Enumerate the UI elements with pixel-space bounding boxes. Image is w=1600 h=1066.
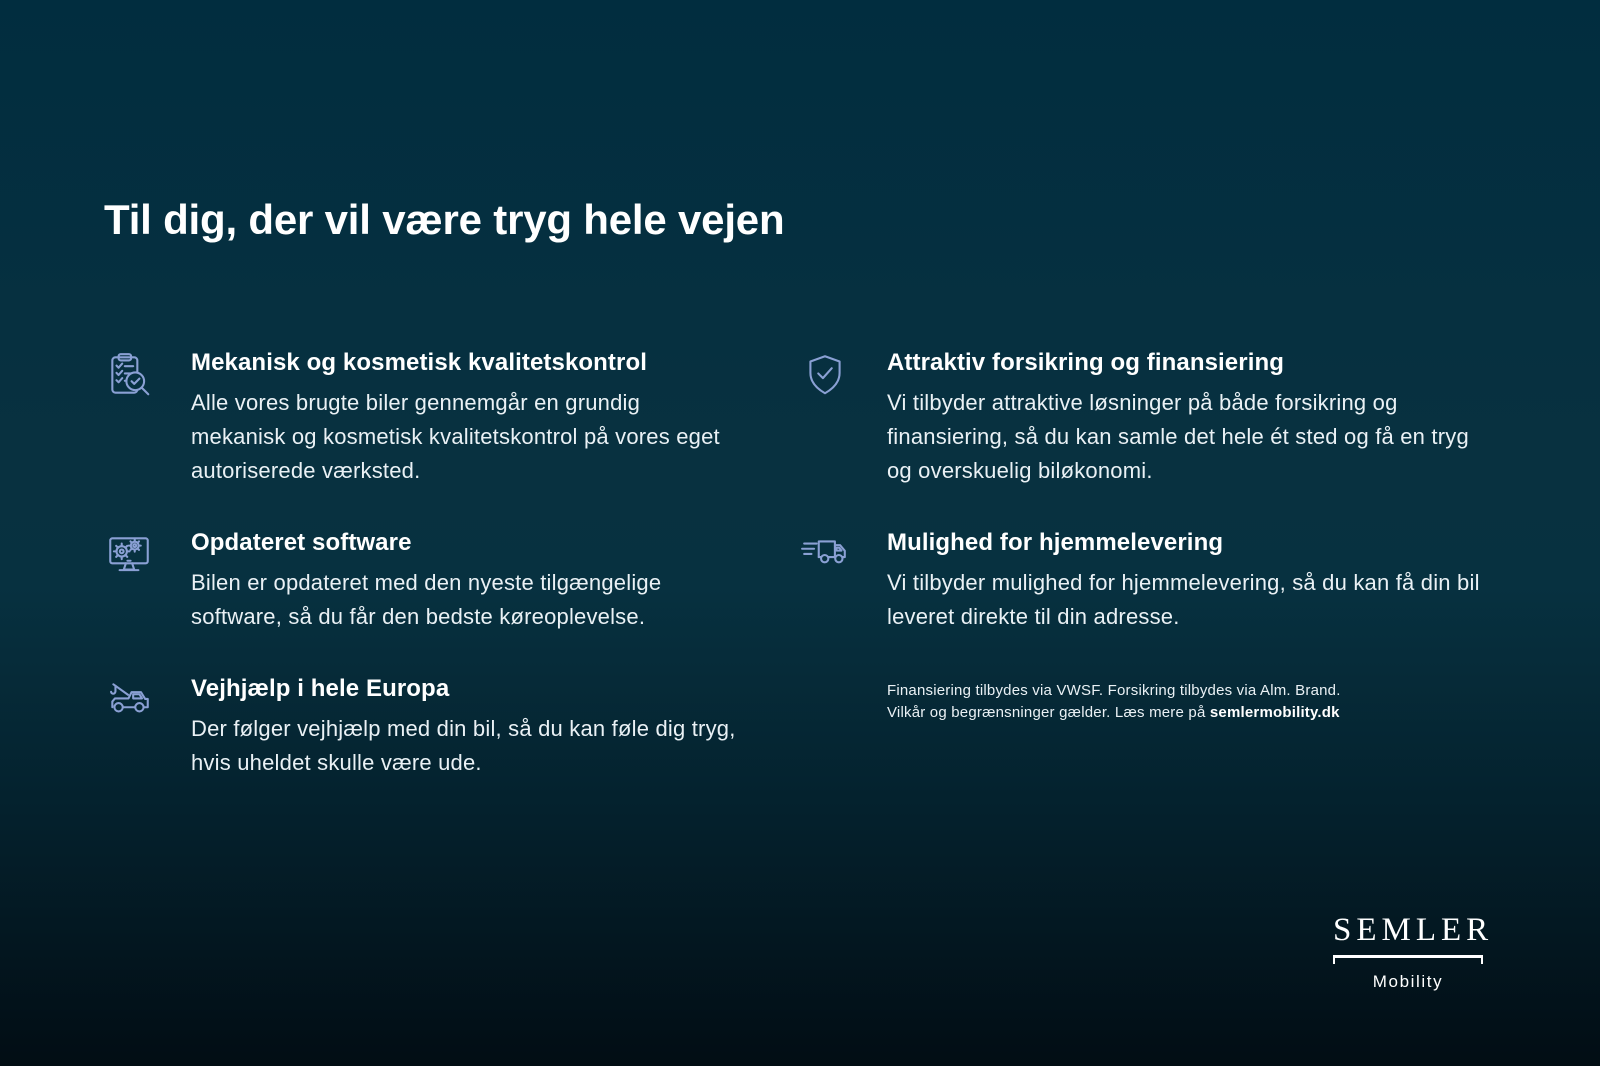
feature-heading: Mulighed for hjemmelevering [887,529,1224,556]
logo-wordmark: SEMLER [1333,912,1494,948]
feature-quality-control [104,348,800,488]
feature-updated-software [104,528,800,634]
feature-heading: Mekanisk og kosmetisk kvalitetskontrol [191,349,647,376]
logo-rule [1333,955,1483,964]
logo-subtitle: Mobility [1372,972,1444,991]
delivery-truck-icon [800,530,850,580]
feature-heading: Vejhjælp i hele Europa [191,675,450,702]
disclaimer [887,680,1500,724]
feature-text [191,674,800,780]
feature-text [191,528,800,634]
features-column-right [800,348,1500,724]
feature-body: Vi tilbyder mulighed for hjemmelevering, så du kan få din bil leveret direkte til din adresse. [887,570,1480,629]
semler-mobility-logo [1333,912,1494,992]
disclaimer-row [800,674,1500,724]
feature-heading: Opdateret software [191,529,412,556]
feature-body: Vi tilbyder attraktive løsninger på både forsikring og finansiering, så du kan samle det hele ét sted og få en tryg og overskuelig biløkonomi. [887,390,1469,483]
disclaimer-line2 [887,702,1500,724]
page-title: Til dig, der vil være tryg hele vejen [104,196,785,243]
feature-insurance-financing [800,348,1500,488]
features-column-left [104,348,800,780]
shield-check-icon [800,350,850,400]
feature-body: Der følger vejhjælp med din bil, så du kan føle dig tryg, hvis uheldet skulle være ude. [191,716,736,775]
monitor-gears-icon [104,530,154,580]
disclaimer-line2-text: Vilkår og begrænsninger gælder. Læs mere på [887,704,1210,721]
feature-text [887,528,1500,634]
feature-roadside-assistance [104,674,800,780]
feature-body: Bilen er opdateret med den nyeste tilgængelige software, så du får den bedste køreoplevelse. [191,570,662,629]
feature-text [191,348,800,488]
feature-body: Alle vores brugte biler gennemgår en grundig mekanisk og kosmetisk kvalitetskontrol på vores eget autoriserede værksted. [191,390,720,483]
disclaimer-line1: Finansiering tilbydes via VWSF. Forsikring tilbydes via Alm. Brand. [887,682,1341,699]
semlermobility-link[interactable]: semlermobility.dk [1209,704,1340,721]
clipboard-check-magnifier-icon [104,350,154,400]
feature-home-delivery [800,528,1500,634]
tow-truck-icon [104,676,154,726]
feature-heading: Attraktiv forsikring og finansiering [887,349,1284,376]
feature-text [887,348,1500,488]
